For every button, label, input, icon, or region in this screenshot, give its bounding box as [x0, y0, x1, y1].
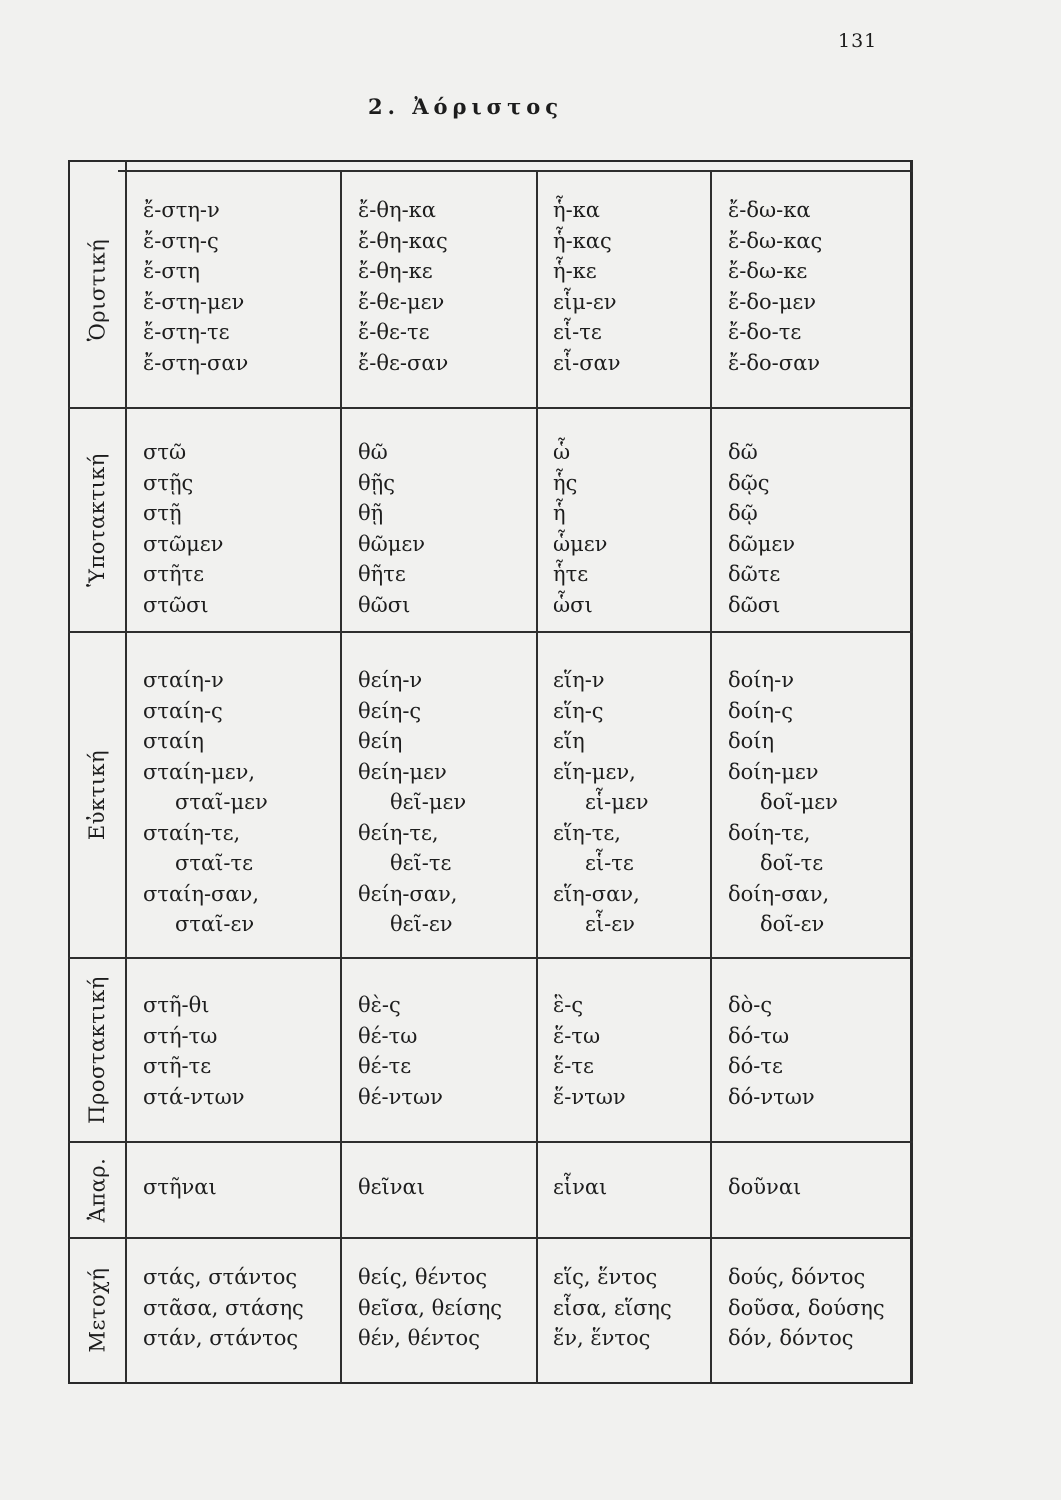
row-label-text: Προστακτική	[85, 976, 109, 1124]
verb-form: θείη-ς	[358, 698, 422, 723]
form-cell	[728, 990, 815, 1112]
row-label	[68, 1142, 126, 1238]
row-divider	[68, 957, 913, 959]
verb-form: ὧσι	[553, 592, 593, 617]
form-cell	[143, 195, 248, 378]
verb-form: στή-τω	[143, 1023, 218, 1048]
verb-form: θεῖ-εν	[390, 912, 453, 936]
verb-form: στάς, στάντος	[143, 1265, 298, 1289]
verb-form: στῶ	[143, 440, 187, 464]
row-divider	[68, 1141, 913, 1143]
verb-form: θείη-τε,	[358, 820, 439, 845]
verb-form: θέ-τε	[358, 1054, 412, 1078]
verb-form: εἵς, ἕντος	[553, 1265, 658, 1289]
verb-form: στῇ	[143, 501, 182, 525]
verb-form: δοῦσα, δούσης	[728, 1295, 885, 1320]
verb-form: δοῖ-εν	[760, 912, 825, 936]
verb-form: θὲ-ς	[358, 993, 401, 1017]
verb-form: δῶ	[728, 440, 758, 464]
verb-form: θῆτε	[358, 562, 406, 586]
row-label-text: Μετοχή	[85, 1267, 110, 1353]
verb-form: στῆ-θι	[143, 993, 210, 1017]
form-cell	[358, 990, 443, 1112]
form-cell	[143, 990, 245, 1112]
form-cell	[728, 1262, 885, 1354]
verb-form: στῆτε	[143, 562, 205, 586]
form-cell	[553, 195, 621, 378]
verb-form: δὸ-ς	[728, 993, 773, 1017]
form-cell	[728, 665, 838, 940]
verb-form: δῶμεν	[728, 531, 796, 556]
verb-form: εἷσα, εἵσης	[553, 1295, 672, 1320]
row-divider	[68, 1237, 913, 1239]
verb-form: θέ-τω	[358, 1023, 418, 1048]
verb-form: δοίη-τε,	[728, 820, 811, 845]
verb-form: ἧ-κε	[553, 259, 597, 283]
verb-form: εἷμ-εν	[553, 289, 617, 314]
verb-form: στῆναι	[143, 1175, 217, 1199]
verb-form: δοίη-ν	[728, 668, 794, 692]
verb-form: δό-τω	[728, 1023, 790, 1048]
verb-form: ὧ	[553, 440, 571, 464]
verb-form: ἧ-κας	[553, 228, 612, 253]
verb-form: ἧς	[553, 470, 578, 495]
verb-form: ἔ-δο-σαν	[728, 350, 821, 375]
verb-form: ἕ-τω	[553, 1023, 601, 1048]
verb-form: σταίη-ν	[143, 668, 224, 692]
verb-form: στά-ντων	[143, 1084, 245, 1109]
form-cell	[728, 1172, 801, 1203]
verb-form: στῇς	[143, 470, 194, 495]
verb-form: δοίη-σαν,	[728, 881, 830, 906]
verb-form: ἔ-δο-μεν	[728, 289, 817, 314]
verb-form: θῶσι	[358, 592, 411, 617]
row-label	[68, 632, 126, 958]
verb-form: δῷς	[728, 470, 770, 495]
row-label	[68, 172, 126, 408]
verb-form: ἔ-θη-κας	[358, 228, 448, 253]
form-cell	[553, 1172, 607, 1203]
verb-form: ἔ-στη-ν	[143, 198, 220, 222]
verb-form: εἵη-τε,	[553, 820, 621, 845]
verb-form: στᾶσα, στάσης	[143, 1295, 304, 1320]
verb-form: θῇς	[358, 470, 395, 495]
verb-form: εἷ-μεν	[585, 790, 649, 814]
verb-form: ἕ-τε	[553, 1054, 594, 1078]
page-number: 131	[838, 30, 878, 52]
verb-form: ἔ-στη	[143, 259, 200, 283]
verb-form: στῆ-τε	[143, 1054, 212, 1078]
table-top-rule	[118, 170, 913, 172]
verb-form: ἧ-κα	[553, 198, 600, 222]
column-divider	[710, 170, 712, 1384]
verb-form: σταίη-τε,	[143, 820, 241, 845]
verb-form: εἵη-ν	[553, 668, 605, 692]
verb-form: σταίη-σαν,	[143, 881, 260, 906]
form-cell	[553, 990, 626, 1112]
form-cell	[358, 1262, 502, 1354]
verb-form: δῷ	[728, 501, 758, 525]
verb-form: εἷ-τε	[585, 851, 634, 875]
verb-form: θέ-ντων	[358, 1084, 443, 1109]
verb-form: δό-ντων	[728, 1084, 815, 1109]
verb-form: ἔ-θη-κε	[358, 259, 433, 283]
column-divider	[536, 170, 538, 1384]
row-divider	[68, 407, 913, 409]
row-label-text: Ὑποτακτική	[85, 453, 110, 587]
verb-form: θεῖ-τε	[390, 851, 452, 875]
verb-form: ἔ-θε-μεν	[358, 289, 445, 314]
form-cell	[143, 437, 223, 620]
verb-form: δοῖ-μεν	[760, 790, 838, 814]
verb-form: εἷναι	[553, 1175, 608, 1199]
verb-form: στῶμεν	[143, 531, 224, 556]
verb-form: σταῖ-εν	[175, 912, 255, 936]
verb-form: δοῖ-τε	[760, 851, 824, 875]
verb-form: ἔ-στη-τε	[143, 320, 230, 344]
verb-form: ἔ-θε-σαν	[358, 350, 449, 375]
verb-form: δῶτε	[728, 562, 781, 586]
verb-form: ἧ	[553, 501, 566, 525]
form-cell	[358, 437, 425, 620]
verb-form: ἔ-δο-τε	[728, 320, 802, 344]
form-cell	[553, 437, 607, 620]
column-divider	[340, 170, 342, 1384]
verb-form: δούς, δόντος	[728, 1265, 866, 1289]
verb-form: σταίη-μεν,	[143, 759, 256, 784]
row-label-text: Εὐκτική	[85, 749, 109, 841]
form-cell	[728, 437, 795, 620]
verb-form: εἵη-ς	[553, 698, 604, 723]
verb-form: θῶ	[358, 440, 388, 464]
row-label-text: Ἀπαρ.	[85, 1157, 110, 1223]
verb-form: δοίη-μεν	[728, 759, 819, 784]
verb-form: ἔ-θη-κα	[358, 198, 436, 222]
form-cell	[553, 665, 649, 940]
verb-form: στάν, στάντος	[143, 1326, 299, 1350]
verb-form: ἓ-ς	[553, 993, 584, 1017]
verb-form: θείη-ν	[358, 668, 423, 692]
row-label-text: Ὁριστική	[85, 238, 109, 342]
verb-form: θείη-μεν	[358, 759, 447, 784]
verb-form: δό-τε	[728, 1054, 783, 1078]
verb-form: σταῖ-μεν	[175, 790, 268, 814]
row-label	[68, 958, 126, 1142]
verb-form: ἔ-δω-κε	[728, 259, 808, 283]
verb-form: θῶμεν	[358, 531, 426, 556]
form-cell	[143, 665, 268, 940]
verb-form: ἕν, ἕντος	[553, 1326, 651, 1350]
verb-form: εἷ-σαν	[553, 350, 621, 375]
verb-form: ἔ-δω-κα	[728, 198, 811, 222]
verb-form: σταίη	[143, 729, 204, 753]
verb-form: ἔ-δω-κας	[728, 228, 823, 253]
verb-form: σταῖ-τε	[175, 851, 253, 875]
verb-form: θεῖναι	[358, 1175, 425, 1199]
verb-form: θέν, θέντος	[358, 1326, 480, 1350]
verb-form: δοίη	[728, 729, 775, 753]
verb-form: θείς, θέντος	[358, 1265, 488, 1289]
verb-form: ἧτε	[553, 562, 589, 586]
verb-form: εἵη-σαν,	[553, 881, 640, 906]
form-cell	[358, 665, 466, 940]
verb-form: ἔ-θε-τε	[358, 320, 430, 344]
verb-form: δοίη-ς	[728, 698, 793, 723]
form-cell	[358, 195, 448, 378]
verb-form: εἷ-τε	[553, 320, 602, 344]
verb-form: εἷ-εν	[585, 912, 635, 936]
verb-form: θείη	[358, 729, 403, 753]
verb-form: ὧμεν	[553, 531, 608, 556]
verb-form: θεῖσα, θείσης	[358, 1295, 503, 1320]
verb-form: θῇ	[358, 501, 384, 525]
verb-form: ἕ-ντων	[553, 1084, 626, 1109]
row-divider	[68, 631, 913, 633]
verb-form: εἵη	[553, 729, 585, 753]
form-cell	[358, 1172, 425, 1203]
section-title: 2. Ἀόριστος	[368, 94, 564, 119]
verb-form: δόν, δόντος	[728, 1326, 854, 1350]
verb-form: δῶσι	[728, 592, 781, 617]
form-cell	[728, 195, 822, 378]
verb-form: δοῦναι	[728, 1175, 802, 1199]
verb-form: σταίη-ς	[143, 698, 223, 723]
verb-form: εἵη-μεν,	[553, 759, 636, 784]
verb-form: θείη-σαν,	[358, 881, 458, 906]
verb-form: ἔ-στη-μεν	[143, 289, 245, 314]
row-label	[68, 408, 126, 632]
form-cell	[553, 1262, 672, 1354]
row-label	[68, 1238, 126, 1382]
verb-form: ἔ-στη-σαν	[143, 350, 249, 375]
form-cell	[143, 1262, 304, 1354]
verb-form: θεῖ-μεν	[390, 790, 467, 814]
verb-form: ἔ-στη-ς	[143, 228, 219, 253]
form-cell	[143, 1172, 217, 1203]
verb-form: στῶσι	[143, 592, 209, 617]
